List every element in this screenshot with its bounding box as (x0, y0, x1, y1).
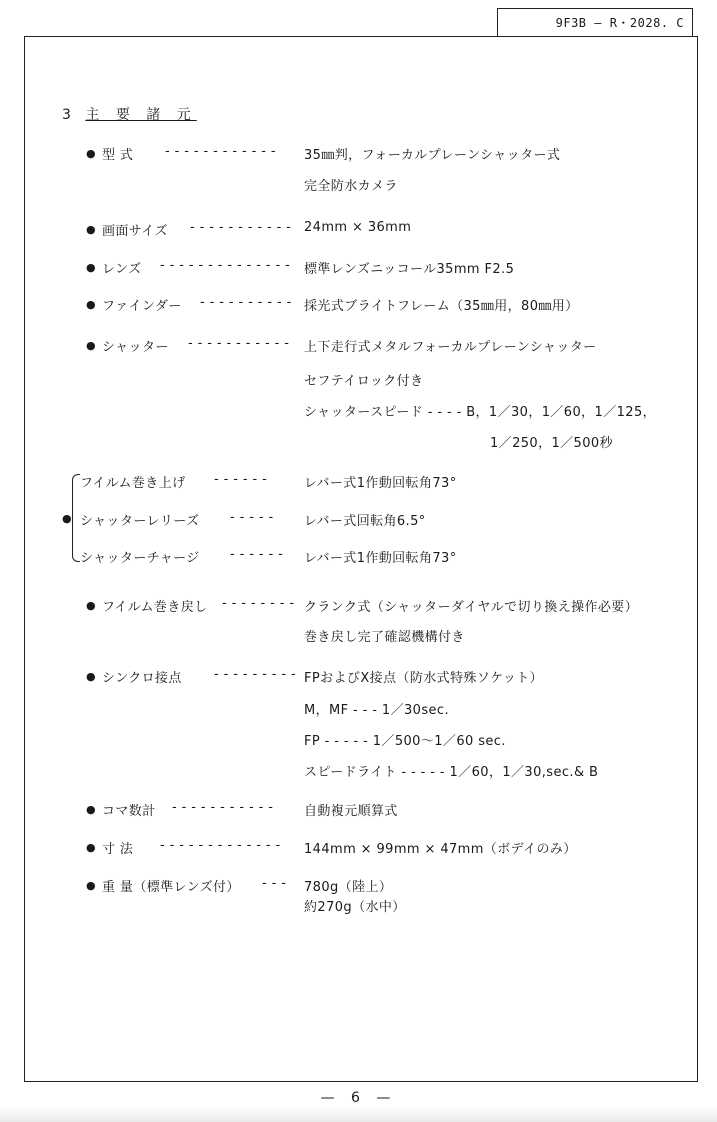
spec-lens-label: レンズ (102, 262, 142, 277)
spec-film-advance-label: フイルム巻き上げ (80, 476, 186, 491)
spec-film-rewind-value-2: 巻き戻し完了確認機構付き (304, 630, 465, 645)
bullet-frame-size: ● (86, 223, 96, 236)
spec-shutter-release-label: シャッターレリーズ (80, 514, 200, 529)
document-id: 9F3B — R・2028. C (497, 8, 693, 36)
spec-type-value-2: 完全防水カメラ (304, 179, 398, 194)
spec-frame-size-leader: - - - - - - - - - - - (190, 220, 292, 235)
section-title: 主 要 諸 元 (85, 107, 197, 123)
spec-counter-label: コマ数計 (102, 804, 156, 819)
spec-shutter-value-1: 上下走行式メタルフォーカルプレーンシャッター (304, 340, 597, 355)
spec-frame-size-label: 画面サイズ (102, 224, 168, 239)
bullet-counter: ● (86, 803, 96, 816)
bullet-weight: ● (86, 879, 96, 892)
spec-shutter-value-2: セフテイロック付き (304, 374, 424, 389)
spec-sync-value-2: M，MF - - - 1／30sec. (304, 703, 449, 718)
section-heading (62, 104, 197, 124)
spec-weight-leader: - - - (262, 876, 287, 891)
spec-sync-value-4: スピードライト - - - - - 1／60，1／30,sec.& B (304, 765, 599, 780)
section-number: 3 (62, 107, 72, 123)
bullet-film-rewind: ● (86, 599, 96, 612)
spec-finder-label: ファインダー (102, 299, 182, 314)
spec-type-leader: - - - - - - - - - - - - (165, 144, 276, 159)
spec-shutter-release-leader: - - - - - (230, 510, 274, 525)
spec-lens-value: 標準レンズニッコール35mm F2.5 (304, 262, 515, 277)
spec-weight-label: 重 量（標準レンズ付） (102, 880, 240, 895)
spec-weight-value-2: 約270g（水中） (304, 900, 406, 915)
spec-counter-leader: - - - - - - - - - - - (172, 800, 274, 815)
spec-shutter-value-4: 1／250，1／500秒 (490, 436, 613, 451)
spec-weight-value-1: 780g（陸上） (304, 880, 393, 895)
spec-shutter-charge-value: レバー式1作動回転角73° (304, 551, 457, 566)
spec-type-label: 型 式 (102, 148, 134, 163)
spec-shutter-charge-leader: - - - - - - (230, 547, 284, 562)
bullet-dimensions: ● (86, 841, 96, 854)
page-number: — 6 — (320, 1090, 397, 1106)
spec-dimensions-leader: - - - - - - - - - - - - - (160, 838, 281, 853)
bullet-type: ● (86, 147, 96, 160)
bullet-finder: ● (86, 298, 96, 311)
scan-shadow (0, 1106, 717, 1122)
spec-film-rewind-value-1: クランク式（シャッターダイヤルで切り換え操作必要） (304, 600, 639, 615)
spec-sync-label: シンクロ接点 (102, 671, 182, 686)
spec-film-rewind-label: フイルム巻き戻し (102, 600, 208, 615)
bullet-shutter: ● (86, 339, 96, 352)
spec-film-advance-value: レバー式1作動回転角73° (304, 476, 457, 491)
spec-shutter-label: シャッター (102, 340, 169, 355)
spec-shutter-release-value: レバー式回転角6.5° (304, 514, 426, 529)
spec-type-value-1: 35㎜判，フォーカルプレーンシャッター式 (304, 148, 561, 163)
spec-sync-value-1: FPおよびX接点（防水式特殊ソケット） (304, 671, 544, 686)
spec-dimensions-value: 144mm × 99mm × 47mm（ボデイのみ） (304, 842, 577, 857)
spec-finder-value: 採光式ブライトフレーム（35㎜用，80㎜用） (304, 299, 579, 314)
spec-shutter-value-3: シャッタースピード - - - - B，1／30，1／60，1／125， (304, 405, 657, 420)
spec-finder-leader: - - - - - - - - - - (200, 295, 292, 310)
spec-sync-leader: - - - - - - - - - (214, 667, 297, 682)
spec-shutter-leader: - - - - - - - - - - - (188, 336, 290, 351)
spec-shutter-charge-label: シャッターチャージ (80, 551, 200, 566)
spec-lens-leader: - - - - - - - - - - - - - - (160, 258, 291, 273)
spec-sync-value-3: FP - - - - - 1／500～1／60 sec. (304, 734, 506, 749)
bullet-lens: ● (86, 261, 96, 274)
spec-counter-value: 自動複元順算式 (304, 804, 398, 819)
spec-dimensions-label: 寸 法 (102, 842, 134, 857)
bullet-lever-group: ● (62, 512, 72, 525)
spec-frame-size-value: 24mm × 36mm (304, 220, 412, 235)
spec-film-rewind-leader: - - - - - - - - (222, 596, 295, 611)
spec-film-advance-leader: - - - - - - (214, 472, 268, 487)
bullet-sync: ● (86, 670, 96, 683)
group-brace (72, 474, 80, 562)
